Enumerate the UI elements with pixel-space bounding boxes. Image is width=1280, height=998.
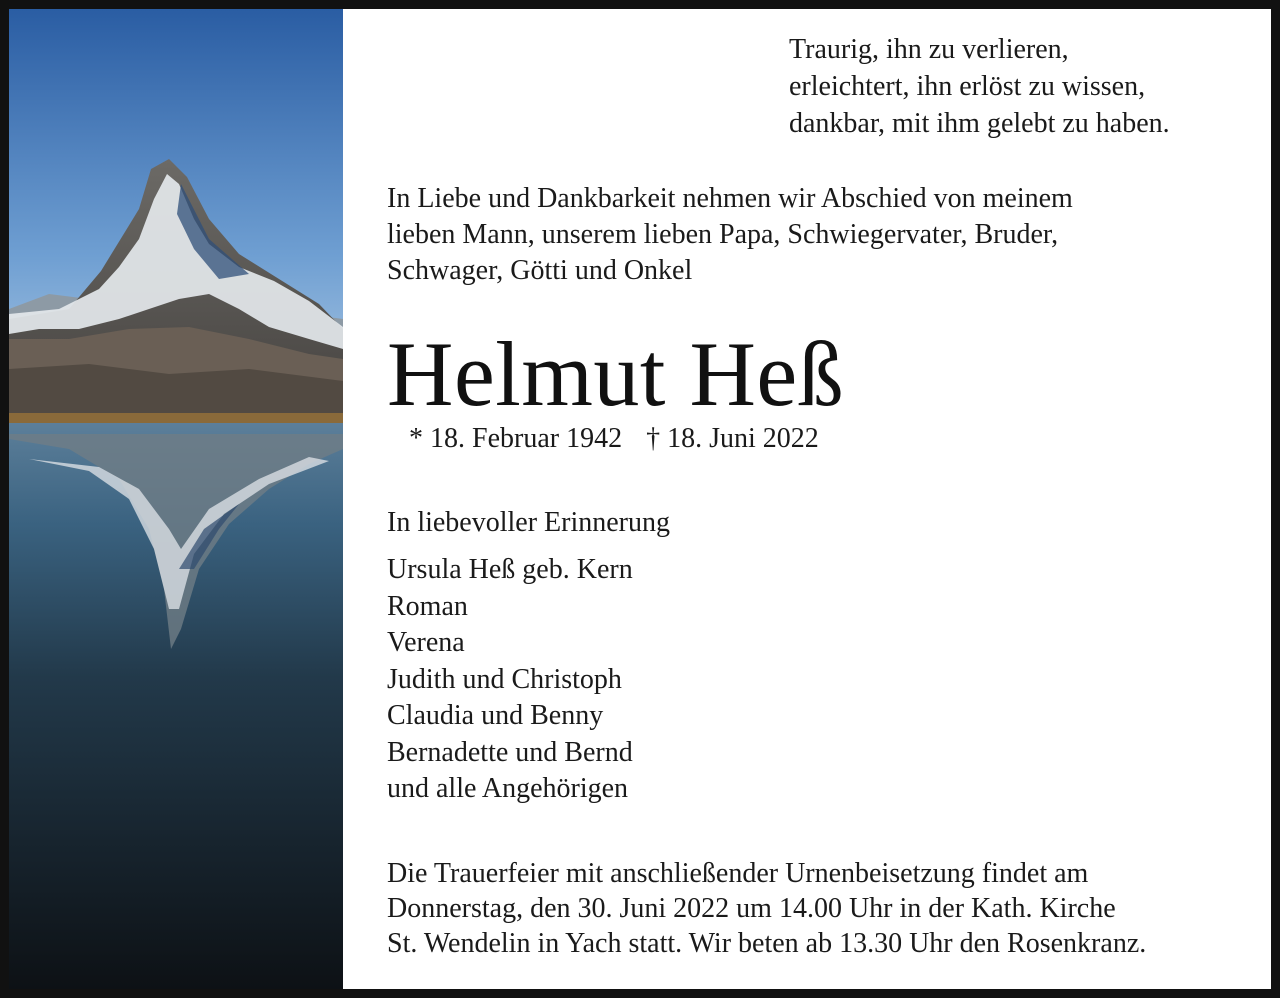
- service-line: St. Wendelin in Yach statt. Wir beten ab 13.30 Uhr den Rosenkranz.: [387, 928, 1147, 959]
- service-line: Donnerstag, den 30. Juni 2022 um 14.00 Uhr in der Kath. Kirche: [387, 893, 1116, 924]
- mourner-item: Ursula Heß geb. Kern: [387, 554, 633, 585]
- motto-line: erleichtert, ihn erlöst zu wissen,: [789, 71, 1146, 102]
- intro-line: In Liebe und Dankbarkeit nehmen wir Abschied von meinem: [387, 183, 1073, 214]
- mountain-lake-photo: [9, 9, 343, 989]
- mourner-item: Verena: [387, 627, 465, 658]
- deceased-name: Helmut Heß: [387, 323, 845, 425]
- mourner-item: und alle Angehörigen: [387, 773, 629, 804]
- mourners-list: [387, 552, 633, 808]
- memory-heading: In liebevoller Erinnerung: [387, 507, 671, 538]
- funeral-service-info: [387, 856, 1146, 961]
- service-line: Die Trauerfeier mit anschließender Urnenbeisetzung findet am: [387, 858, 1089, 889]
- intro-line: Schwager, Götti und Onkel: [387, 255, 693, 286]
- farewell-intro: [387, 181, 1073, 289]
- mourner-item: Judith und Christoph: [387, 663, 622, 695]
- intro-line: lieben Mann, unserem lieben Papa, Schwiegervater, Bruder,: [387, 219, 1059, 250]
- motto-verse: [789, 31, 1170, 142]
- motto-line: Traurig, ihn zu verlieren,: [789, 34, 1069, 65]
- mourner-item: Claudia und Benny: [387, 700, 604, 731]
- mountain-reflection-icon: [9, 9, 343, 989]
- life-dates: [409, 421, 819, 457]
- mourner-item: Bernadette und Bernd: [387, 736, 633, 768]
- motto-line: dankbar, mit ihm gelebt zu haben.: [789, 108, 1170, 139]
- birth-date: * 18. Februar 1942: [409, 423, 623, 454]
- obituary-text-panel: [343, 9, 1271, 989]
- mourner-item: Roman: [387, 590, 468, 622]
- death-date: † 18. Juni 2022: [646, 423, 819, 454]
